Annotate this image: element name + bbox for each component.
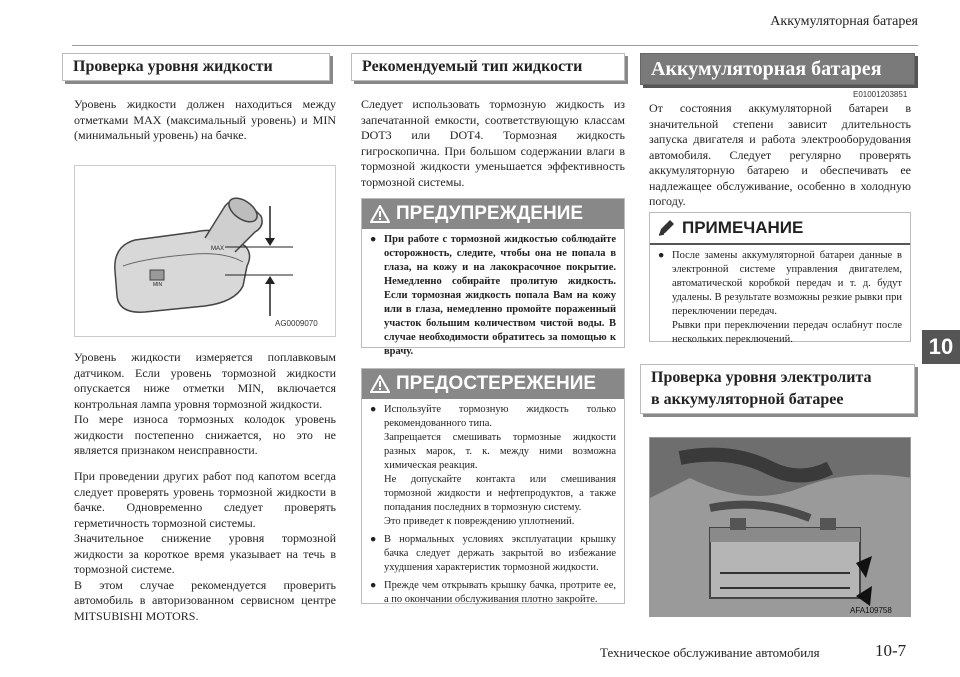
section-code: E01001203851 bbox=[853, 90, 908, 99]
note-text: После замены аккумуляторной батареи данные в электронной системе управления двигателем, автоматической коробкой передач и т. д. будут удалены. В результате возможны резкие рывки при переключении передач. bbox=[672, 250, 902, 317]
bullet-icon: ● bbox=[370, 534, 377, 545]
paragraph bbox=[649, 101, 911, 210]
note-box bbox=[649, 212, 911, 345]
caution-text: Прежде чем открывать крышку бачка, протрите ее, а по окончании обслуживания плотно закройте. bbox=[384, 580, 616, 605]
warning-box bbox=[361, 198, 625, 357]
warning-body bbox=[362, 229, 624, 369]
figure-code: AG0009070 bbox=[275, 319, 318, 328]
paragraph-text: Уровень жидкости должен находиться между отметками MAX (максимальный уровень) и MIN (минимальный уровень) на бачке. bbox=[74, 97, 336, 142]
paragraph bbox=[74, 350, 336, 459]
paragraph-text: При проведении других работ под капотом всегда следует проверять уровень тормозной жидкости в бачке. Одновременно следует проверять герметичность тормозной системы. bbox=[74, 469, 336, 530]
section-heading-text: Аккумуляторная батарея bbox=[651, 57, 882, 80]
footer-text: Техническое обслуживание автомобиля bbox=[600, 645, 820, 660]
chapter-tab: 10 bbox=[922, 330, 960, 364]
figure-code: AFA109758 bbox=[850, 606, 892, 615]
paragraph bbox=[74, 97, 336, 144]
caution-title: ПРЕДОСТЕРЕЖЕНИЕ bbox=[396, 373, 597, 394]
note-body bbox=[650, 245, 910, 357]
section-heading-fluid-level bbox=[62, 53, 330, 81]
max-mark-label: MAX bbox=[211, 246, 225, 252]
page-number: 10-7 bbox=[875, 641, 907, 660]
section-heading-text: в аккумуляторной батарее bbox=[651, 391, 844, 408]
warning-header bbox=[362, 199, 624, 229]
section-heading-text: Проверка уровня электролита bbox=[651, 369, 872, 386]
min-mark-label: MIN bbox=[153, 282, 163, 288]
paragraph bbox=[74, 469, 336, 624]
caution-triangle-icon bbox=[370, 375, 390, 393]
paragraph-text: В этом случае рекомендуется проверить автомобиль в авторизованном сервисном центре MITSUBISHI MOTORS. bbox=[74, 577, 336, 623]
running-header: Аккумуляторная батарея bbox=[770, 14, 918, 29]
paragraph-text: По мере износа тормозных колодок уровень жидкости постепенно снижается, но это не является признаком неисправности. bbox=[74, 412, 336, 457]
caution-text: Запрещается смешивать тормозные жидкости разных марок, т. к. между ними возможна химическая реакция. bbox=[384, 432, 616, 471]
note-text: Рывки при переключении передач ослабнут после нескольких переключений. bbox=[672, 320, 902, 345]
header-divider bbox=[72, 45, 918, 46]
bullet-icon: ● bbox=[370, 580, 377, 591]
warning-text: При работе с тормозной жидкостью соблюдайте осторожность, следите, чтобы она не попала в глаза, на кожу и на лакокрасочное покрытие. Немедленно собирайте пролитую жидкость. Если тормозная жидкость попала Вам на кожу или в глаза, немедленно промойте пораженный участок большим количеством чистой воды. В случае необходимости обратитесь за помощью к врачу. bbox=[384, 234, 616, 357]
section-heading-text: Проверка уровня жидкости bbox=[73, 58, 273, 75]
warning-triangle-icon bbox=[370, 205, 390, 223]
brake-reservoir-figure bbox=[74, 165, 336, 337]
bullet-icon: ● bbox=[370, 234, 377, 245]
engine-bay-photo bbox=[650, 438, 911, 617]
caution-body bbox=[362, 399, 624, 617]
paragraph bbox=[361, 97, 625, 190]
paragraph-text: Следует использовать тормозную жидкость из запечатанной емкости, соответствующую классам DOT3 или DOT4. Тормозная жидкость гигроскопична. При большом содержании влаги в тормозной жидкости уменьшается эффективность тормозной системы. bbox=[361, 97, 625, 189]
caution-text: В нормальных условиях эксплуатации крышку бачка следует держать закрытой во избежание ухудшения характеристик тормозной жидкости. bbox=[384, 534, 616, 573]
caution-header bbox=[362, 369, 624, 399]
note-pencil-icon bbox=[656, 218, 676, 238]
section-heading-battery bbox=[640, 53, 915, 85]
bullet-icon: ● bbox=[370, 404, 377, 415]
caution-text: Используйте тормозную жидкость только рекомендованного типа. bbox=[384, 404, 616, 429]
section-heading-fluid-type bbox=[351, 53, 625, 81]
warning-title: ПРЕДУПРЕЖДЕНИЕ bbox=[396, 203, 584, 224]
section-heading-electrolyte bbox=[640, 364, 915, 414]
note-title: ПРИМЕЧАНИЕ bbox=[682, 218, 804, 237]
paragraph-text: Уровень жидкости измеряется поплавковым датчиком. Если уровень тормозной жидкости опускается ниже отметки MIN, включается контрольная лампа уровня тормозной жидкости. bbox=[74, 350, 336, 411]
caution-text: Не допускайте контакта или смешивания тормозной жидкости и нефтепродуктов, а также попадания последних в тормозную систему. bbox=[384, 474, 616, 513]
paragraph-text: От состояния аккумуляторной батареи в значительной степени зависит длительность запуска двигателя и работа электрооборудования автомобиля. Следует регулярно проверять аккумуляторную батарею и обеспечивать ее надлежащее обслуживание, особенно в холодную погоду. bbox=[649, 101, 911, 208]
battery-photo bbox=[649, 437, 911, 617]
section-heading-text: Рекомендуемый тип жидкости bbox=[362, 58, 583, 75]
bullet-icon: ● bbox=[658, 250, 665, 261]
note-header bbox=[650, 213, 910, 245]
caution-box bbox=[361, 368, 625, 604]
paragraph-text: Значительное снижение уровня тормозной жидкости за короткое время указывает на течь в тормозной системе. bbox=[74, 531, 336, 576]
caution-text: Это приведет к повреждению уплотнений. bbox=[384, 516, 575, 527]
reservoir-illustration bbox=[75, 166, 335, 336]
